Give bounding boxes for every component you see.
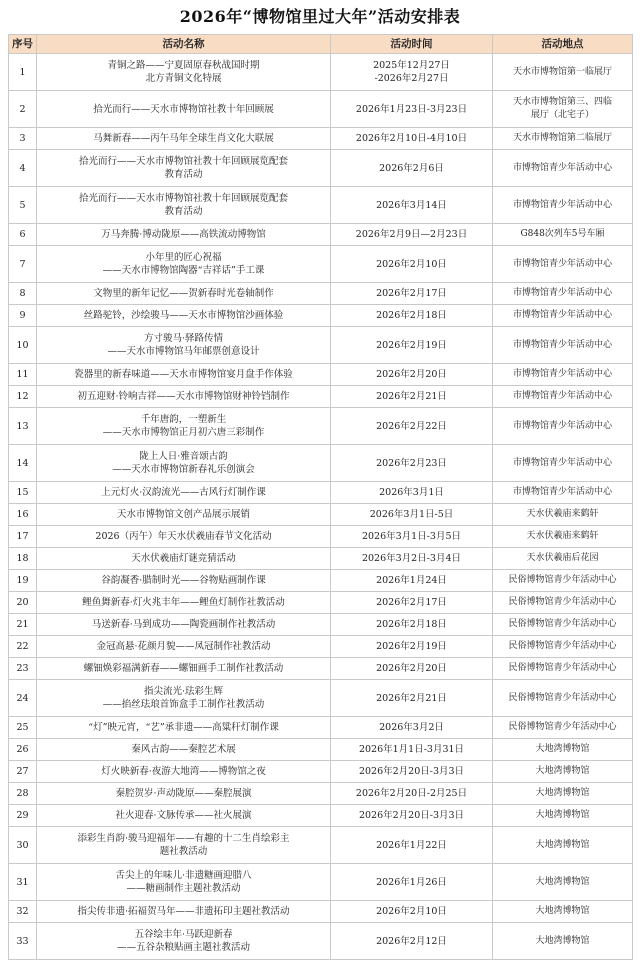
cell-index: 23	[9, 658, 37, 680]
cell-index: 32	[9, 901, 37, 923]
table-row	[9, 224, 633, 246]
cell-activity-name: 天水市博物馆文创产品展示展销	[37, 504, 331, 526]
cell-activity-name: 马舞新春——丙午马年全球生肖文化大联展	[37, 128, 331, 150]
table-row	[9, 570, 633, 592]
table-row	[9, 761, 633, 783]
header-row	[9, 35, 633, 54]
cell-activity-name: 陇上人日·雅音颂古韵 ——天水市博物馆新春礼乐创演会	[37, 445, 331, 482]
cell-activity-time: 2026年3月2日-3月4日	[331, 548, 493, 570]
cell-activity-time: 2026年2月18日	[331, 305, 493, 327]
cell-index: 16	[9, 504, 37, 526]
table-row	[9, 246, 633, 283]
header-time: 活动时间	[331, 35, 493, 54]
table-row	[9, 827, 633, 864]
cell-activity-name: 五谷绘丰年·马跃迎新春 ——五谷杂粮贴画主题社教活动	[37, 923, 331, 960]
cell-activity-place: 大地湾博物馆	[493, 901, 633, 923]
schedule-body	[9, 54, 633, 960]
table-row	[9, 150, 633, 187]
cell-activity-place: 大地湾博物馆	[493, 761, 633, 783]
cell-activity-name: 指尖流光·珐彩生辉 ——掐丝珐琅首饰盒手工制作社教活动	[37, 680, 331, 717]
cell-index: 22	[9, 636, 37, 658]
table-row	[9, 658, 633, 680]
cell-activity-place: 市博物馆青少年活动中心	[493, 386, 633, 408]
cell-activity-time: 2026年2月10日	[331, 246, 493, 283]
cell-index: 17	[9, 526, 37, 548]
cell-activity-place: 市博物馆青少年活动中心	[493, 327, 633, 364]
cell-activity-name: 金冠高悬·花颜月貌——凤冠制作社教活动	[37, 636, 331, 658]
table-row	[9, 327, 633, 364]
table-row	[9, 504, 633, 526]
table-row	[9, 91, 633, 128]
table-row	[9, 128, 633, 150]
cell-activity-time: 2026年3月1日-3月5日	[331, 526, 493, 548]
cell-index: 7	[9, 246, 37, 283]
table-row	[9, 283, 633, 305]
table-row	[9, 386, 633, 408]
header-index: 序号	[9, 35, 37, 54]
table-row	[9, 739, 633, 761]
cell-activity-name: 瓷器里的新春味道——天水市博物馆宴月盘手作体验	[37, 364, 331, 386]
schedule-table	[8, 34, 633, 960]
cell-activity-time: 2026年3月1日-5日	[331, 504, 493, 526]
cell-activity-time: 2026年2月18日	[331, 614, 493, 636]
cell-activity-place: 市博物馆青少年活动中心	[493, 246, 633, 283]
cell-activity-name: 小年里的匠心祝福 ——天水市博物馆陶器“吉祥话”手工课	[37, 246, 331, 283]
cell-activity-time: 2026年2月17日	[331, 592, 493, 614]
cell-index: 5	[9, 187, 37, 224]
cell-activity-name: 方寸骏马·驿路传情 ——天水市博物馆马年邮票创意设计	[37, 327, 331, 364]
cell-activity-time: 2026年2月10日	[331, 901, 493, 923]
table-row	[9, 783, 633, 805]
cell-index: 10	[9, 327, 37, 364]
cell-activity-place: 大地湾博物馆	[493, 739, 633, 761]
cell-index: 1	[9, 54, 37, 91]
cell-activity-name: 螺钿焕彩福满新春——螺钿画手工制作社教活动	[37, 658, 331, 680]
cell-activity-place: 大地湾博物馆	[493, 923, 633, 960]
cell-index: 14	[9, 445, 37, 482]
cell-activity-name: 千年唐韵，一塑新生 ——天水市博物馆正月初六唐三彩制作	[37, 408, 331, 445]
cell-index: 13	[9, 408, 37, 445]
cell-activity-place: 天水伏羲庙后花园	[493, 548, 633, 570]
cell-index: 15	[9, 482, 37, 504]
cell-activity-time: 2026年2月9日—2月23日	[331, 224, 493, 246]
cell-activity-time: 2026年1月26日	[331, 864, 493, 901]
cell-activity-time: 2026年2月19日	[331, 327, 493, 364]
cell-activity-time: 2026年2月21日	[331, 680, 493, 717]
cell-index: 19	[9, 570, 37, 592]
cell-index: 33	[9, 923, 37, 960]
cell-activity-place: 天水市博物馆第三、四临 展厅（北宅子）	[493, 91, 633, 128]
cell-activity-time: 2026年2月20日	[331, 658, 493, 680]
table-row	[9, 636, 633, 658]
cell-activity-name: 灯火映新春·夜游大地湾——博物馆之夜	[37, 761, 331, 783]
cell-activity-place: 大地湾博物馆	[493, 783, 633, 805]
table-row	[9, 305, 633, 327]
cell-index: 31	[9, 864, 37, 901]
cell-activity-name: 万马奔腾·博动陇原——高铁流动博物馆	[37, 224, 331, 246]
table-row	[9, 717, 633, 739]
cell-activity-place: 市博物馆青少年活动中心	[493, 445, 633, 482]
cell-activity-time: 2025年12月27日 -2026年2月27日	[331, 54, 493, 91]
cell-index: 30	[9, 827, 37, 864]
cell-activity-name: 舌尖上的年味儿·非遗糖画迎腊八 ——糖画制作主题社教活动	[37, 864, 331, 901]
table-row	[9, 445, 633, 482]
cell-activity-time: 2026年2月20日	[331, 364, 493, 386]
cell-activity-place: 大地湾博物馆	[493, 864, 633, 901]
cell-index: 2	[9, 91, 37, 128]
cell-activity-time: 2026年2月17日	[331, 283, 493, 305]
header-name: 活动名称	[37, 35, 331, 54]
cell-activity-place: 市博物馆青少年活动中心	[493, 408, 633, 445]
cell-activity-name: 马送新春·马到成功——陶瓷画制作社教活动	[37, 614, 331, 636]
cell-activity-time: 2026年2月6日	[331, 150, 493, 187]
cell-activity-place: 市博物馆青少年活动中心	[493, 364, 633, 386]
cell-activity-time: 2026年2月21日	[331, 386, 493, 408]
cell-activity-name: 秦风古韵——秦腔艺术展	[37, 739, 331, 761]
cell-index: 3	[9, 128, 37, 150]
cell-activity-name: 添彩生肖韵·骏马迎福年——有趣的十二生肖绘彩主 题社教活动	[37, 827, 331, 864]
table-row	[9, 864, 633, 901]
cell-activity-time: 2026年2月22日	[331, 408, 493, 445]
table-row	[9, 614, 633, 636]
cell-activity-place: 天水市博物馆第一临展厅	[493, 54, 633, 91]
cell-activity-place: 大地湾博物馆	[493, 805, 633, 827]
cell-activity-time: 2026年2月20日-3月3日	[331, 805, 493, 827]
cell-activity-name: 指尖传非遗·拓福贺马年——非遗拓印主题社教活动	[37, 901, 331, 923]
cell-activity-place: 民俗博物馆青少年活动中心	[493, 570, 633, 592]
cell-index: 6	[9, 224, 37, 246]
cell-activity-time: 2026年2月10日-4月10日	[331, 128, 493, 150]
cell-activity-place: 市博物馆青少年活动中心	[493, 283, 633, 305]
cell-activity-place: 民俗博物馆青少年活动中心	[493, 680, 633, 717]
cell-activity-name: “灯”映元宵，“艺”承非遗——高粱秆灯制作课	[37, 717, 331, 739]
cell-index: 8	[9, 283, 37, 305]
cell-index: 24	[9, 680, 37, 717]
table-row	[9, 408, 633, 445]
cell-activity-time: 2026年2月19日	[331, 636, 493, 658]
table-row	[9, 680, 633, 717]
cell-activity-time: 2026年3月1日	[331, 482, 493, 504]
cell-index: 26	[9, 739, 37, 761]
cell-activity-place: 市博物馆青少年活动中心	[493, 150, 633, 187]
cell-activity-place: 市博物馆青少年活动中心	[493, 187, 633, 224]
cell-index: 27	[9, 761, 37, 783]
cell-activity-time: 2026年2月12日	[331, 923, 493, 960]
table-row	[9, 482, 633, 504]
cell-index: 11	[9, 364, 37, 386]
cell-activity-name: 天水伏羲庙灯谜竞猜活动	[37, 548, 331, 570]
page-title: 2026年“博物馆里过大年”活动安排表	[179, 7, 461, 26]
cell-activity-place: 民俗博物馆青少年活动中心	[493, 658, 633, 680]
cell-activity-time: 2026年2月20日-3月3日	[331, 761, 493, 783]
table-row	[9, 805, 633, 827]
cell-activity-time: 2026年3月14日	[331, 187, 493, 224]
cell-index: 9	[9, 305, 37, 327]
header-place: 活动地点	[493, 35, 633, 54]
cell-index: 18	[9, 548, 37, 570]
cell-index: 20	[9, 592, 37, 614]
cell-activity-time: 2026年1月23日-3月23日	[331, 91, 493, 128]
cell-activity-place: G848次列车5号车厢	[493, 224, 633, 246]
table-row	[9, 592, 633, 614]
cell-activity-name: 秦腔贺岁·声动陇原——秦腔展演	[37, 783, 331, 805]
cell-activity-place: 民俗博物馆青少年活动中心	[493, 717, 633, 739]
cell-activity-place: 大地湾博物馆	[493, 827, 633, 864]
cell-index: 21	[9, 614, 37, 636]
cell-activity-time: 2026年1月1日-3月31日	[331, 739, 493, 761]
cell-activity-place: 天水伏羲庙来鹤轩	[493, 504, 633, 526]
cell-activity-place: 民俗博物馆青少年活动中心	[493, 614, 633, 636]
table-row	[9, 54, 633, 91]
cell-activity-name: 青铜之路——宁夏固原春秋战国时期 北方青铜文化特展	[37, 54, 331, 91]
table-row	[9, 923, 633, 960]
cell-activity-place: 天水伏羲庙来鹤轩	[493, 526, 633, 548]
cell-index: 28	[9, 783, 37, 805]
cell-activity-time: 2026年2月20日-2月25日	[331, 783, 493, 805]
cell-activity-name: 上元灯火·汉韵流光——古风行灯制作课	[37, 482, 331, 504]
cell-activity-place: 天水市博物馆第二临展厅	[493, 128, 633, 150]
table-row	[9, 526, 633, 548]
cell-activity-name: 初五迎财·铃响吉祥——天水市博物馆财神铃铛制作	[37, 386, 331, 408]
cell-index: 12	[9, 386, 37, 408]
table-row	[9, 548, 633, 570]
cell-index: 25	[9, 717, 37, 739]
cell-activity-time: 2026年2月23日	[331, 445, 493, 482]
table-row	[9, 364, 633, 386]
cell-activity-time: 2026年3月2日	[331, 717, 493, 739]
cell-activity-name: 2026（丙午）年天水伏羲庙春节文化活动	[37, 526, 331, 548]
cell-activity-name: 文物里的新年记忆——贺新春时光卷轴制作	[37, 283, 331, 305]
cell-activity-time: 2026年1月22日	[331, 827, 493, 864]
cell-activity-name: 拾光而行——天水市博物馆社教十年回顾展览配套 教育活动	[37, 150, 331, 187]
cell-activity-place: 市博物馆青少年活动中心	[493, 482, 633, 504]
cell-activity-name: 拾光而行——天水市博物馆社教十年回顾展	[37, 91, 331, 128]
cell-activity-time: 2026年1月24日	[331, 570, 493, 592]
cell-index: 29	[9, 805, 37, 827]
cell-activity-name: 丝路驼铃，沙绘骏马——天水市博物馆沙画体验	[37, 305, 331, 327]
cell-activity-name: 拾光而行——天水市博物馆社教十年回顾展览配套 教育活动	[37, 187, 331, 224]
cell-activity-place: 市博物馆青少年活动中心	[493, 305, 633, 327]
cell-index: 4	[9, 150, 37, 187]
cell-activity-place: 民俗博物馆青少年活动中心	[493, 592, 633, 614]
cell-activity-name: 谷韵凝香·腊制时光——谷物贴画制作课	[37, 570, 331, 592]
table-row	[9, 187, 633, 224]
cell-activity-place: 民俗博物馆青少年活动中心	[493, 636, 633, 658]
table-row	[9, 901, 633, 923]
cell-activity-name: 社火迎春·文脉传承——社火展演	[37, 805, 331, 827]
cell-activity-name: 鲤鱼舞新春·灯火兆丰年——鲤鱼灯制作社教活动	[37, 592, 331, 614]
